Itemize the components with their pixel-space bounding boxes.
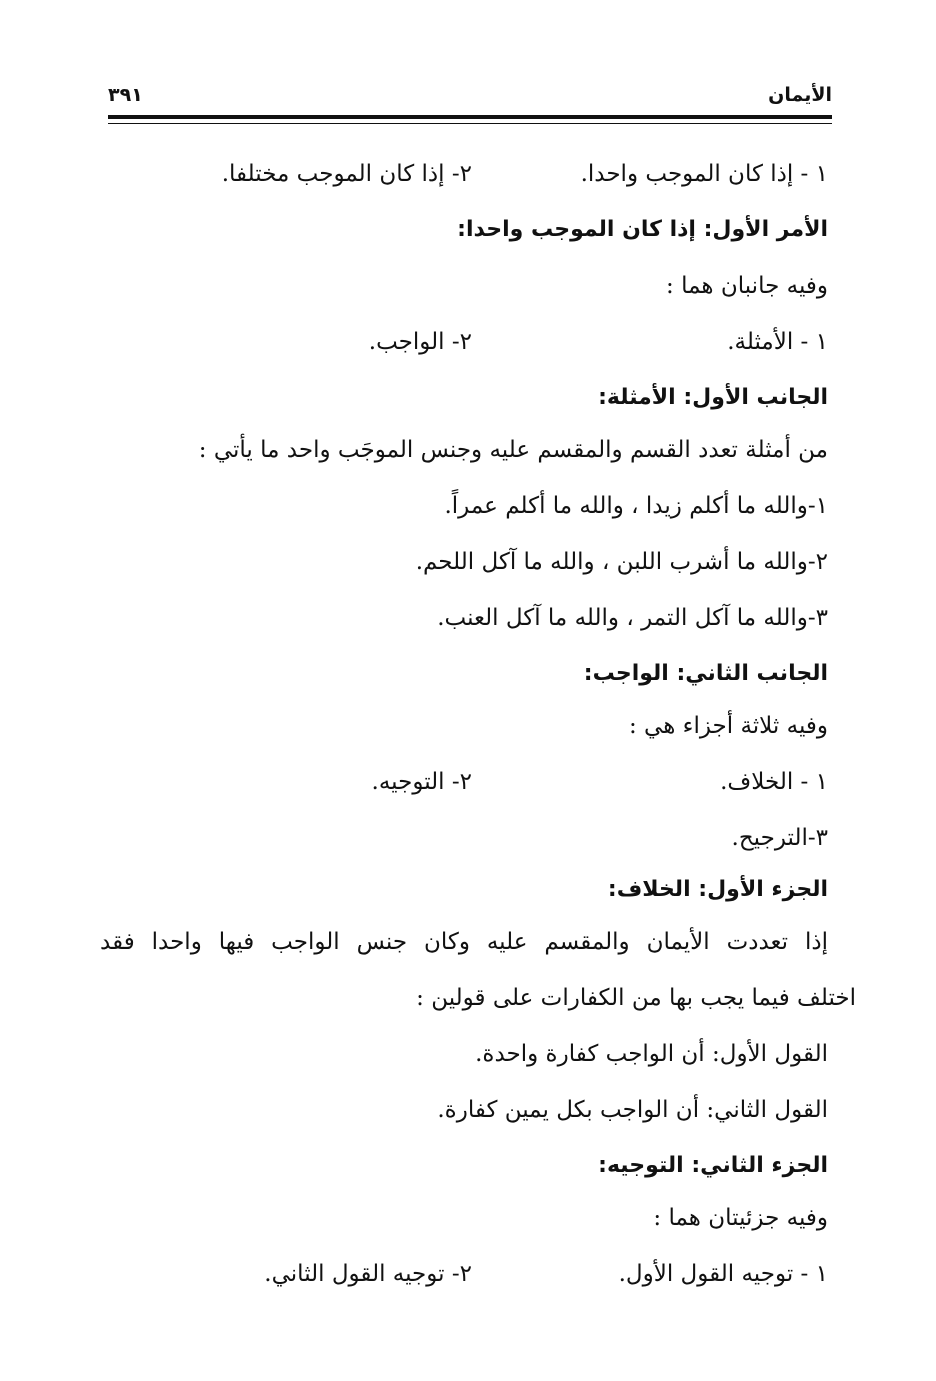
example-item: ١-والله ما أكلم زيدا ، والله ما أكلم عمراً.: [444, 493, 828, 519]
cases-list: [100, 150, 828, 206]
paragraph: من أمثلة تعدد القسم والمقسم عليه وجنس الموجَب واحد ما يأتي :: [198, 437, 828, 463]
header-rule-thin: [108, 123, 832, 124]
opinion-item: القول الأول: أن الواجب كفارة واحدة.: [475, 1041, 828, 1067]
section-heading: الأمر الأول: إذا كان الموجب واحدا:: [457, 217, 828, 242]
page-number: ٣٩١: [108, 84, 143, 106]
sides-list: [100, 318, 828, 374]
case-item: ١ - إذا كان الموجب واحدا.: [580, 161, 828, 187]
paragraph: وفيه جزئيتان هما :: [653, 1205, 828, 1231]
case-item: ٢- إذا كان الموجب مختلفا.: [221, 161, 472, 187]
section-heading: الجزء الأول: الخلاف:: [607, 877, 828, 902]
paragraph: وفيه ثلاثة أجزاء هي :: [628, 713, 828, 739]
side-item: ٢- الواجب.: [368, 329, 472, 355]
section-heading: الجزء الثاني: التوجيه:: [598, 1153, 828, 1178]
paragraph: إذا تعددت الأيمان والمقسم عليه وكان جنس الواجب فيها واحدا فقد: [100, 929, 828, 955]
parts-list: [100, 758, 828, 814]
section-heading: الجانب الثاني: الواجب:: [583, 661, 828, 686]
subparts-list: [100, 1250, 828, 1306]
paragraph: اختلف فيما يجب بها من الكفارات على قولين :: [416, 985, 856, 1011]
part-item: ٢- التوجيه.: [371, 769, 472, 795]
subpart-item: ٢- توجيه القول الثاني.: [264, 1261, 472, 1287]
body-text: [100, 150, 856, 1306]
side-item: ١ - الأمثلة.: [727, 329, 828, 355]
example-item: ٢-والله ما أشرب اللبن ، والله ما آكل اللحم.: [415, 549, 828, 575]
part-item: ٣-الترجيح.: [731, 825, 828, 851]
paragraph: وفيه جانبان هما :: [666, 273, 828, 299]
opinion-item: القول الثاني: أن الواجب بكل يمين كفارة.: [437, 1097, 828, 1123]
example-item: ٣-والله ما آكل التمر ، والله ما آكل العنب.: [437, 605, 828, 631]
section-heading: الجانب الأول: الأمثلة:: [598, 385, 828, 410]
header-rule-thick: [108, 115, 832, 119]
running-header: [108, 84, 832, 112]
running-title: الأيمان: [768, 84, 832, 106]
subpart-item: ١ - توجيه القول الأول.: [618, 1261, 828, 1287]
part-item: ١ - الخلاف.: [720, 769, 828, 795]
